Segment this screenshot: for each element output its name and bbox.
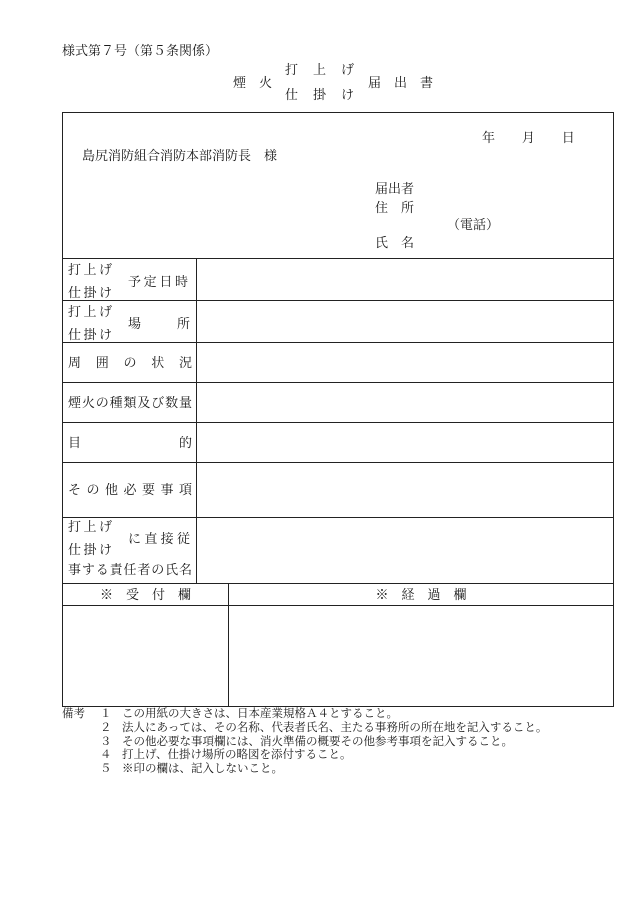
form-number: 様式第７号（第５条関係） <box>62 43 219 58</box>
reception-cell <box>63 606 229 706</box>
note-text: 法人にあっては、その名称、代表者氏名、主たる事務所の所在地を記入すること。 <box>122 721 548 734</box>
other-value-cell <box>197 463 613 518</box>
note-number: ５ <box>100 763 112 775</box>
surroundings-label: 周 囲 の 状 況 <box>68 356 192 370</box>
note-number: １ <box>100 708 112 720</box>
responsible-value-cell <box>197 518 613 584</box>
purpose-value-cell <box>197 423 613 463</box>
progress-cell <box>229 606 613 706</box>
reception-header-cell <box>63 584 229 606</box>
note-number: ２ <box>100 721 112 734</box>
address-label: 住 所 <box>375 200 415 215</box>
location-upper: 打上げ <box>68 305 112 319</box>
location-label: 場 所 <box>128 317 190 331</box>
note-text: 打上げ、仕掛け場所の略図を添付すること。 <box>122 749 352 762</box>
row-surroundings <box>63 342 613 383</box>
schedule-lower: 仕掛け <box>68 286 112 300</box>
note-item <box>100 749 622 763</box>
location-lower: 仕掛け <box>68 328 112 342</box>
responsible-label-line2: 事する責任者の氏名 <box>68 563 192 577</box>
responsible-lower: 仕掛け <box>68 543 112 557</box>
title-suffix: 届 出 書 <box>368 75 434 90</box>
title-lower: 仕 掛 け <box>285 87 356 102</box>
row-office-blank <box>63 605 613 706</box>
note-text: その他必要な事項欄には、消火準備の概要その他参考事項を記入すること。 <box>122 735 513 748</box>
schedule-label-cell <box>63 259 197 301</box>
name-label: 氏 名 <box>375 235 415 250</box>
applicant-label: 届出者 <box>375 181 415 196</box>
responsible-upper: 打上げ <box>68 520 112 534</box>
surroundings-value-cell <box>197 343 613 383</box>
note-text: ※印の欄は、記入しないこと。 <box>122 763 283 775</box>
location-value-cell <box>197 301 613 343</box>
note-item <box>100 763 622 777</box>
purpose-label: 目 的 <box>68 436 192 450</box>
note-number: ３ <box>100 735 112 748</box>
location-label-cell <box>63 301 197 343</box>
reception-header: ※ 受 付 欄 <box>99 587 191 602</box>
progress-header-cell <box>229 584 613 606</box>
note-item <box>100 708 622 722</box>
row-office-headers <box>63 583 613 606</box>
note-text: この用紙の大きさは、日本産業規格Ａ４とすること。 <box>122 708 398 720</box>
recipient: 島尻消防組合消防本部消防長 様 <box>82 148 278 163</box>
fireworks-label: 煙火の種類及び数量 <box>68 396 192 410</box>
row-purpose <box>63 422 613 463</box>
row-schedule <box>63 258 613 301</box>
phone-label: （電話） <box>447 217 500 232</box>
row-other <box>63 462 613 518</box>
purpose-label-cell <box>63 423 197 463</box>
schedule-value-cell <box>197 259 613 301</box>
row-fireworks <box>63 382 613 423</box>
notes <box>62 708 622 777</box>
schedule-upper: 打上げ <box>68 263 112 277</box>
note-number: ４ <box>100 749 112 762</box>
responsible-label-cell <box>63 518 197 584</box>
title-prefix: 煙 火 <box>233 75 273 90</box>
row-responsible <box>63 517 613 584</box>
other-label: その他必要事項 <box>68 483 192 497</box>
row-location <box>63 300 613 343</box>
fireworks-value-cell <box>197 383 613 423</box>
fireworks-label-cell <box>63 383 197 423</box>
other-label-cell <box>63 463 197 518</box>
notes-label: 備考 <box>62 708 85 720</box>
schedule-label: 予定日時 <box>128 275 188 289</box>
note-item <box>100 722 622 736</box>
form-table <box>62 112 614 707</box>
surroundings-label-cell <box>63 343 197 383</box>
responsible-label: に直接従 <box>128 532 190 546</box>
date-field: 年 月 日 <box>482 130 576 145</box>
note-item <box>100 736 622 750</box>
progress-header: ※ 経 過 欄 <box>375 587 467 602</box>
title-upper: 打 上 げ <box>285 62 356 77</box>
